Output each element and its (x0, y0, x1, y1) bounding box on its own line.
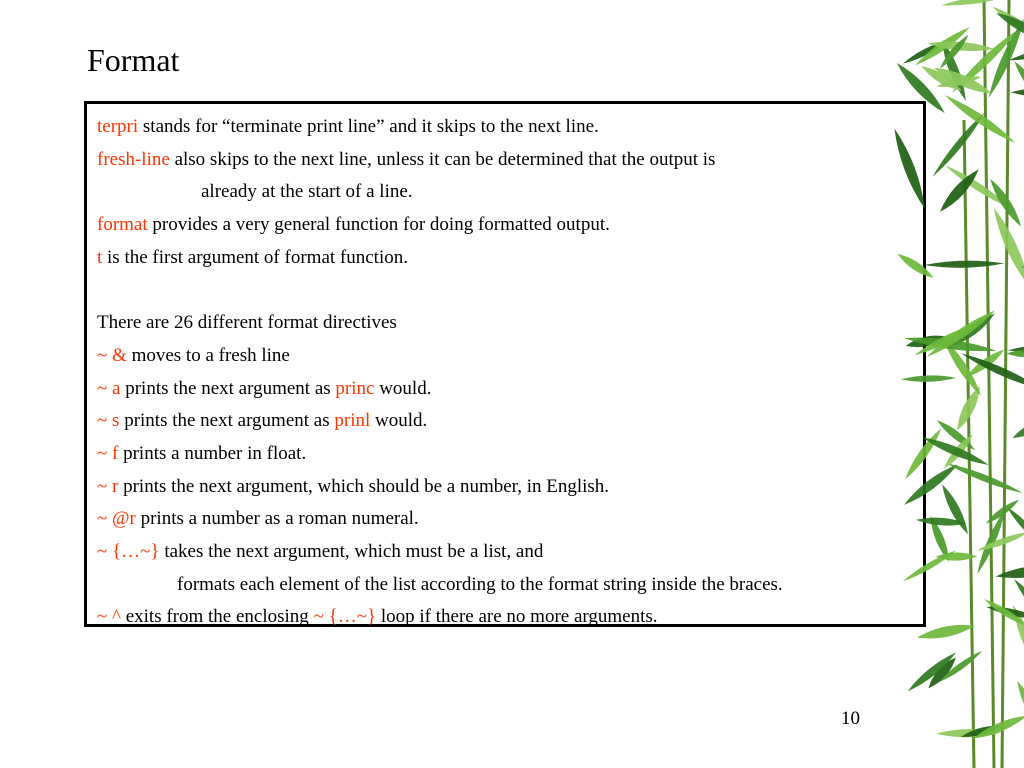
text-line (97, 144, 923, 177)
bamboo-leaf (938, 482, 972, 536)
text-line (97, 307, 923, 340)
keyword: format (97, 214, 148, 236)
line-text: prints the next argument as (119, 410, 335, 432)
line-text: moves to a fresh line (126, 344, 290, 366)
line-text: takes the next argument, which must be a list, and (159, 540, 544, 562)
text-line-continued (97, 569, 923, 602)
bamboo-leaf (995, 562, 1024, 582)
directive-line (97, 601, 923, 634)
line-text: is the first argument of format function. (102, 246, 408, 268)
bamboo-leaf (1013, 679, 1024, 738)
keyword: ~ {…~} (313, 606, 377, 628)
text-line (97, 209, 923, 242)
bamboo-leaf (1011, 415, 1024, 442)
directive-line (97, 503, 923, 536)
directive: ~ s (97, 410, 120, 432)
line-text: already at the start of a line. (201, 181, 413, 203)
keyword: t (97, 246, 103, 268)
keyword: fresh-line (97, 148, 170, 170)
directive-line (97, 471, 923, 504)
keyword: terpri (97, 116, 139, 137)
line-text: stands for “terminate print line” and it skips to the next line. (138, 116, 599, 137)
bamboo-leaf (902, 426, 945, 482)
slide-title: Format (87, 42, 180, 78)
text-line (97, 111, 923, 144)
directive: ~ {…~} (97, 540, 160, 562)
bamboo-leaf (901, 375, 957, 383)
directive-line (97, 438, 923, 471)
directive: ~ & (97, 344, 127, 366)
line-text: provides a very general function for doing formatted output. (147, 214, 610, 236)
line-text: prints the next argument as (120, 377, 336, 399)
bamboo-leaf (895, 250, 936, 281)
line-text: also skips to the next line, unless it can be determined that the output is (169, 148, 716, 170)
bamboo-leaves-decoration (874, 0, 1024, 768)
keyword: princ (335, 377, 375, 399)
directive: ~ r (97, 475, 119, 497)
directive-line (97, 373, 923, 406)
bamboo-leaf (893, 59, 948, 116)
line-text: prints a number as a roman numeral. (135, 508, 419, 530)
directive: ~ f (97, 442, 119, 464)
bamboo-leaf (1011, 87, 1024, 98)
directive-line (97, 340, 923, 373)
bamboo-leaf (890, 127, 930, 211)
bamboo-leaf (986, 176, 1024, 229)
line-text: prints a number in float. (118, 442, 307, 464)
line-text: exits from the enclosing (120, 606, 314, 628)
bamboo-leaf (976, 529, 1024, 553)
bamboo-leaf (971, 712, 1024, 743)
line-text: would. (374, 377, 432, 399)
directive-line (97, 405, 923, 438)
line-text: loop if there are no more arguments. (376, 606, 658, 628)
bamboo-leaf (1011, 59, 1024, 107)
bamboo-leaf (916, 621, 976, 643)
text-line-continued (97, 176, 923, 209)
bamboo-leaf (940, 0, 1012, 9)
directive: ~ @r (97, 508, 136, 530)
directive-line (97, 536, 923, 569)
text-line (97, 242, 923, 275)
keyword: prinl (334, 410, 371, 432)
bamboo-leaf (924, 260, 1004, 269)
line-text: prints the next argument, which should be a number, in English. (118, 475, 610, 497)
directive: ~ ^ (97, 606, 121, 628)
line-text: formats each element of the list according to the format string inside the braces. (177, 573, 783, 595)
content-box (84, 101, 926, 627)
line-text: There are 26 different format directives (97, 312, 397, 334)
bamboo-leaf (924, 307, 998, 361)
page-number: 10 (841, 708, 860, 729)
line-text: would. (370, 410, 428, 432)
directive: ~ a (97, 377, 121, 399)
blank-line (97, 274, 923, 307)
